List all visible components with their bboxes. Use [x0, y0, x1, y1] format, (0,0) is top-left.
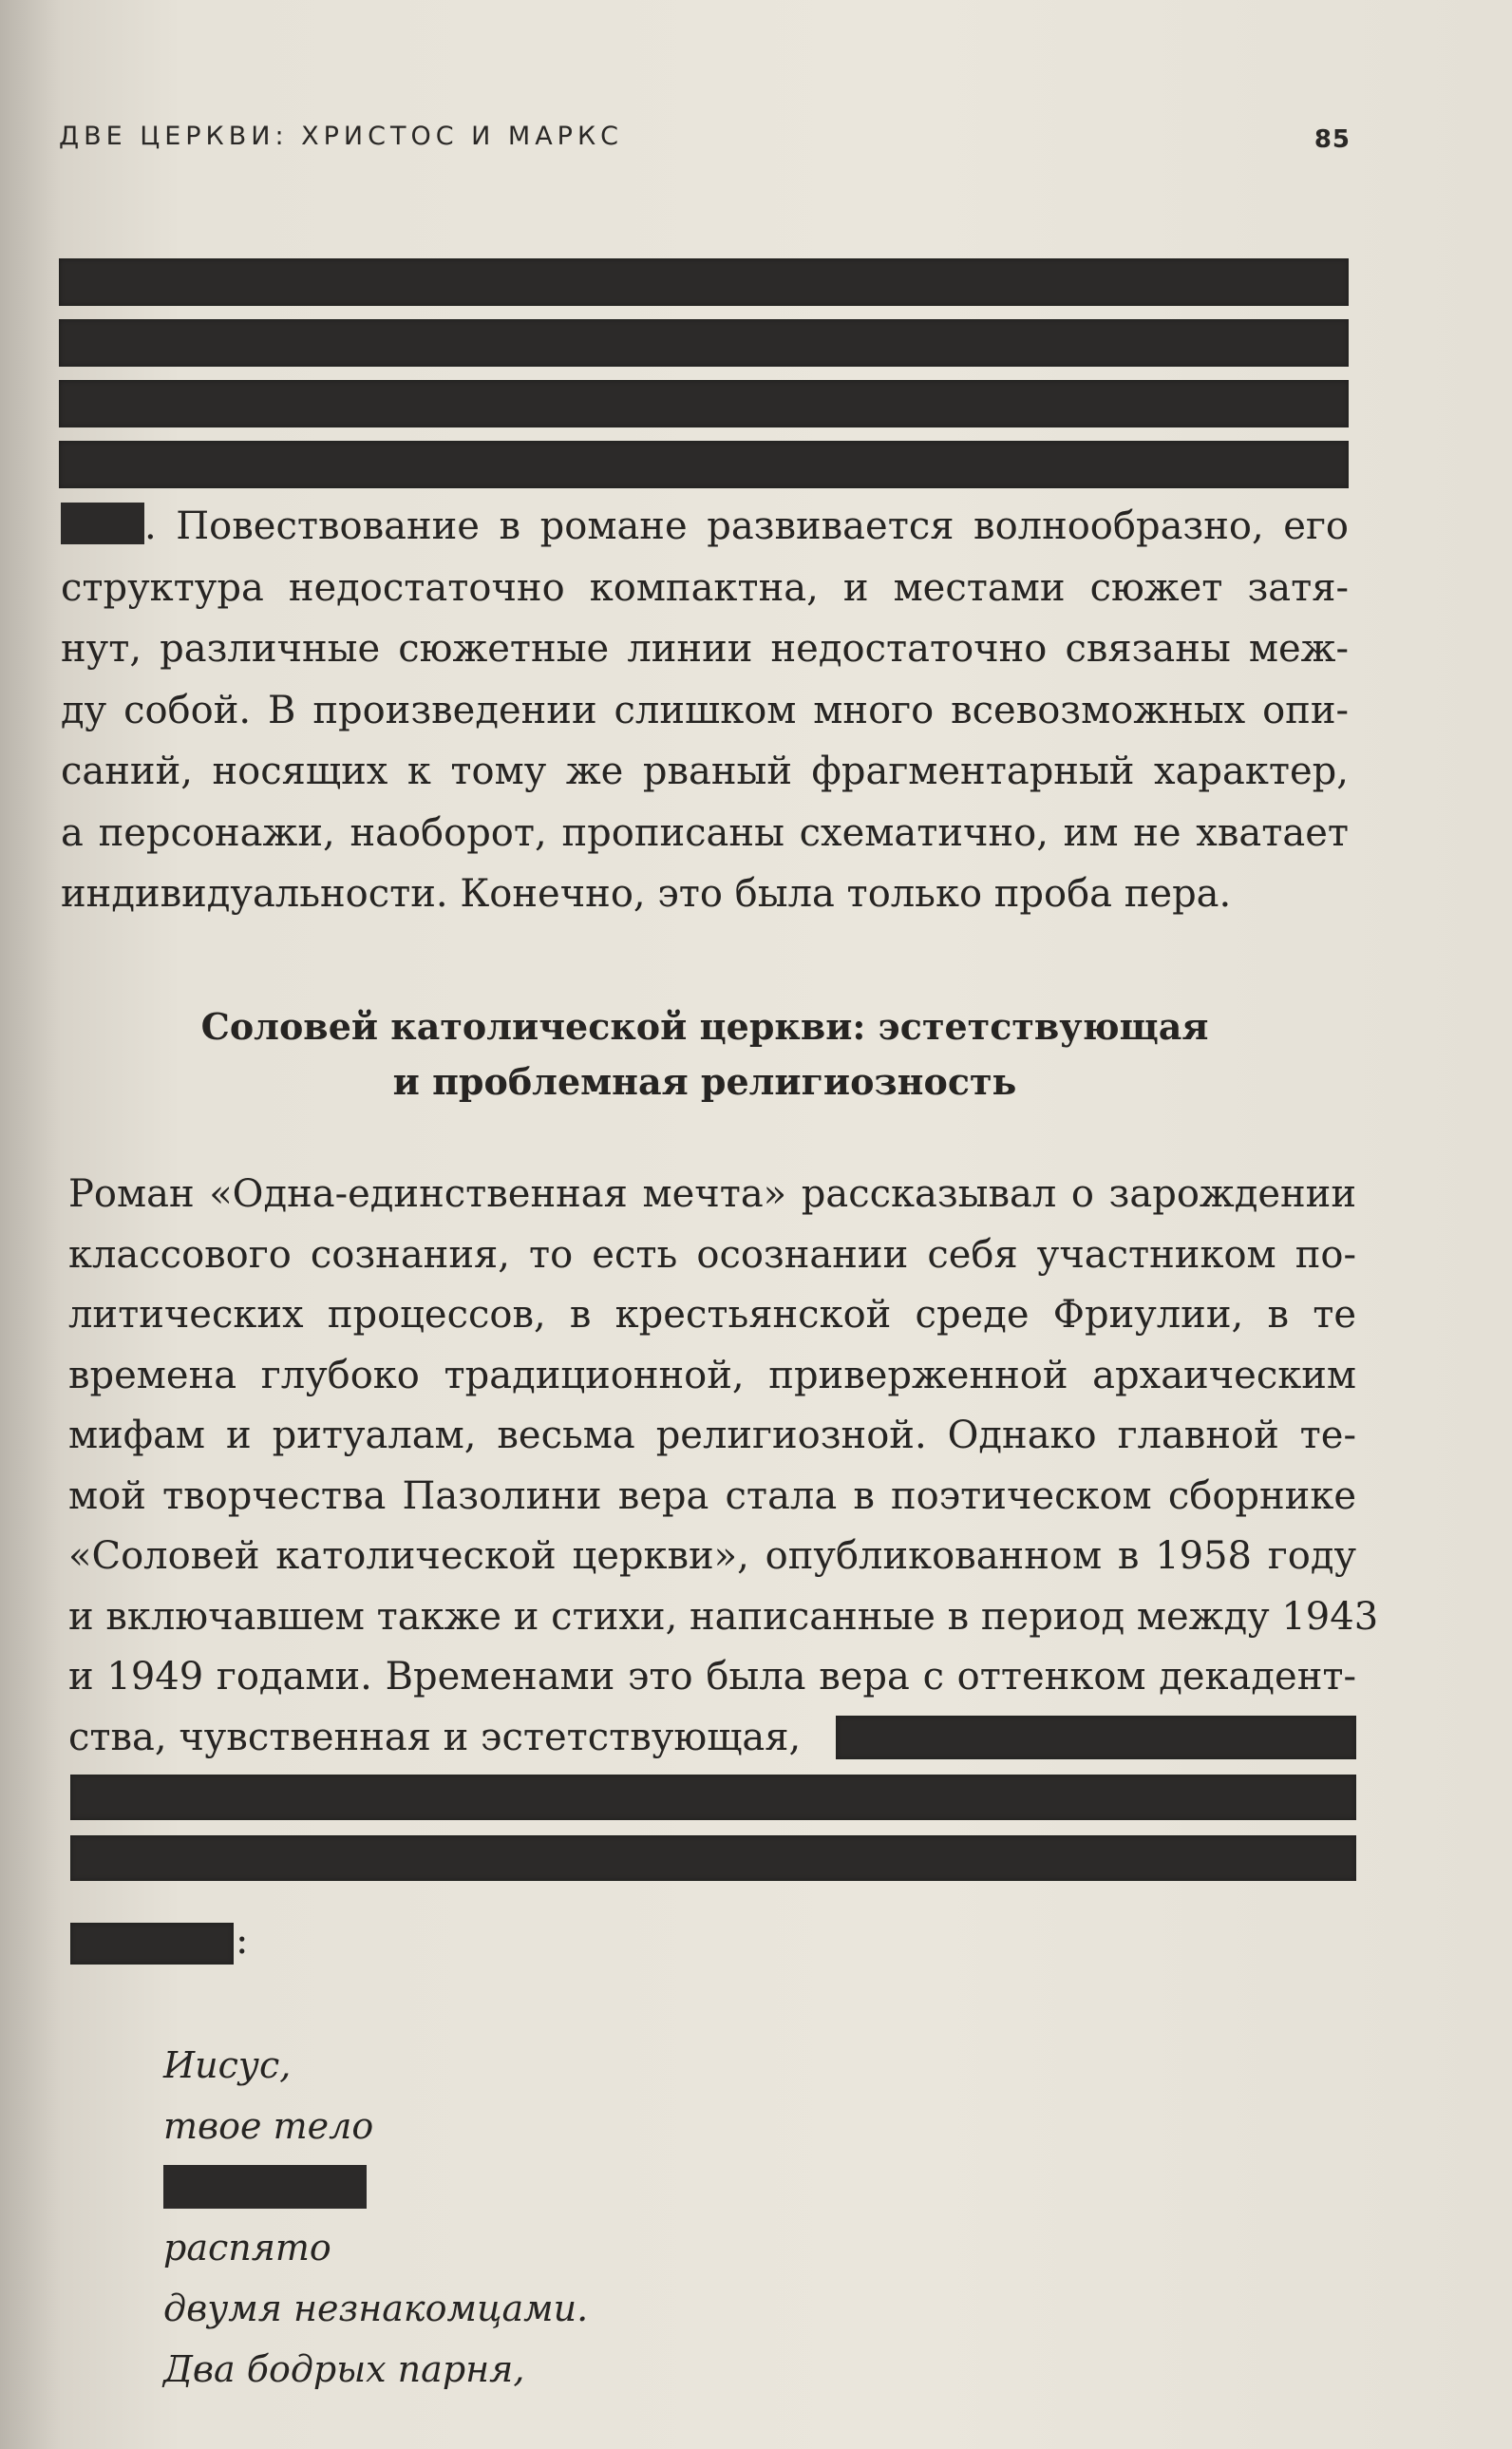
redaction-inline	[61, 503, 144, 544]
paragraph-line: индивидуальности. Конечно, это была только проба пера.	[61, 872, 1232, 916]
section-heading	[61, 999, 1349, 1110]
paragraph-line: времена глубоко традиционной, приверженной архаическим	[68, 1353, 1356, 1397]
redaction-inline	[163, 2165, 367, 2209]
paragraph-line: Роман «Одна-единственная мечта» рассказывал о зарождении	[68, 1172, 1356, 1216]
paragraph-line: . Повествование в романе развивается волнообразно, его	[61, 496, 1349, 558]
paragraph-line: нут, различные сюжетные линии недостаточно связаны меж-	[61, 627, 1349, 671]
poem-line	[163, 2156, 588, 2217]
paragraph-line: «Соловей католической церкви», опубликованном в 1958 году	[68, 1534, 1356, 1578]
paragraph-line: классового сознания, то есть осознании себя участником по-	[68, 1232, 1356, 1277]
redaction-bar	[59, 258, 1349, 306]
redaction-bar	[59, 380, 1349, 427]
paragraph-line: и включавшем также и стихи, написанные в период между 1943	[68, 1594, 1379, 1639]
paragraph-line: структура недостаточно компактна, и местами сюжет затя-	[61, 565, 1349, 610]
header-title: ДВЕ ЦЕРКВИ: ХРИСТОС И МАРКС	[59, 122, 623, 151]
paragraph-2	[68, 1165, 1379, 1768]
redaction-bar	[836, 1716, 1356, 1759]
paragraph-line: саний, носящих к тому же рваный фрагментарный характер,	[61, 750, 1349, 793]
poem-line: Два бодрых парня,	[163, 2348, 525, 2390]
paragraph-line: а персонажи, наоборот, прописаны схематично, им не хватает	[61, 810, 1349, 855]
poem-line: твое тело	[163, 2105, 374, 2147]
paragraph-line: ства, чувственная и эстетствующая,	[68, 1715, 802, 1759]
running-header	[59, 122, 1351, 160]
section-heading-line-2: и проблемная религиозность	[392, 1060, 1017, 1103]
redaction-bar	[59, 319, 1349, 367]
redaction-bar	[70, 1923, 234, 1965]
redaction-bar	[59, 441, 1349, 488]
redaction-bar	[70, 1835, 1356, 1881]
section-heading-line-1: Соловей католической церкви: эстетствующая	[200, 1005, 1209, 1048]
poem-line: распято	[163, 2227, 331, 2269]
paragraph-1	[61, 496, 1349, 925]
redaction-bar	[70, 1775, 1356, 1820]
poem-line: двумя незнакомцами.	[163, 2288, 589, 2329]
poem-line: Иисус,	[163, 2044, 292, 2086]
page-number: 85	[1314, 125, 1351, 154]
paragraph-line: литических процессов, в крестьянской среде Фриулии, в те	[68, 1293, 1356, 1337]
paragraph-line: ду собой. В произведении слишком много всевозможных опи-	[61, 688, 1349, 732]
paragraph-line: мифам и ритуалам, весьма религиозной. Однако главной те-	[68, 1414, 1356, 1457]
colon: :	[236, 1919, 249, 1963]
paragraph-line: мой творчества Пазолини вера стала в поэтическом сборнике	[68, 1473, 1356, 1518]
paragraph-line: и 1949 годами. Временами это была вера с оттенком декадент-	[68, 1655, 1356, 1699]
poem-quote	[163, 2035, 588, 2400]
